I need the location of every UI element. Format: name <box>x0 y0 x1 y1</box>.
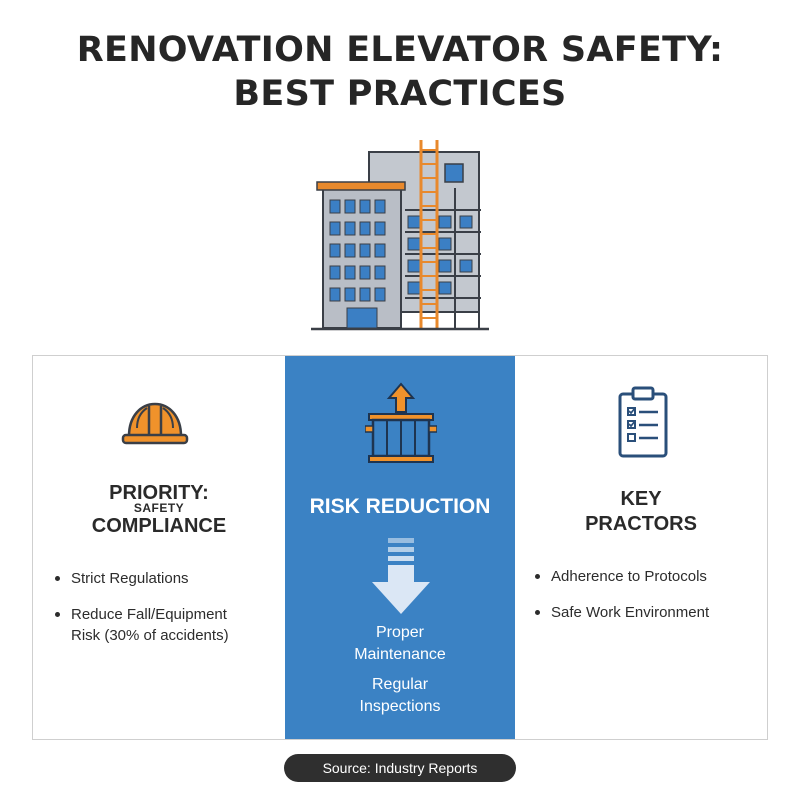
elevator-cab-up-arrow-icon <box>365 382 437 466</box>
risk-reduction-heading: RISK REDUCTION <box>309 495 491 518</box>
hard-hat-icon <box>119 398 191 450</box>
clipboard-checklist-icon <box>617 386 669 458</box>
list-item: Strict Regulations <box>53 568 278 589</box>
priority-bullet-list <box>53 568 278 661</box>
risk-reduction-column <box>285 356 515 739</box>
key-practors-column <box>515 356 767 739</box>
list-item: Safe Work Environment <box>533 602 763 623</box>
page-title <box>0 28 800 116</box>
title-line-1: RENOVATION ELEVATOR SAFETY: <box>76 30 724 70</box>
building-under-construction-icon <box>305 132 495 334</box>
list-item: Proper Maintenance <box>354 624 446 663</box>
compliance-heading: COMPLIANCE <box>91 515 227 537</box>
source-badge: Source: Industry Reports <box>284 754 516 782</box>
title-line-2: BEST PRACTICES <box>233 74 567 114</box>
list-item: Regular Inspections <box>359 676 441 715</box>
key-practors-bullet-list <box>533 566 763 638</box>
risk-reduction-items <box>285 622 515 726</box>
safety-subheading: SAFETY <box>133 501 185 515</box>
practices-panel <box>32 355 768 740</box>
list-item: Adherence to Protocols <box>533 566 763 587</box>
down-arrow-icon <box>370 538 432 616</box>
key-heading: KEY <box>620 488 662 510</box>
list-item: Reduce Fall/Equipment Risk (30% of accidents) <box>53 604 278 646</box>
priority-heading: PRIORITY: <box>109 482 209 504</box>
priority-column <box>33 356 285 739</box>
practors-heading: PRACTORS <box>585 513 697 535</box>
